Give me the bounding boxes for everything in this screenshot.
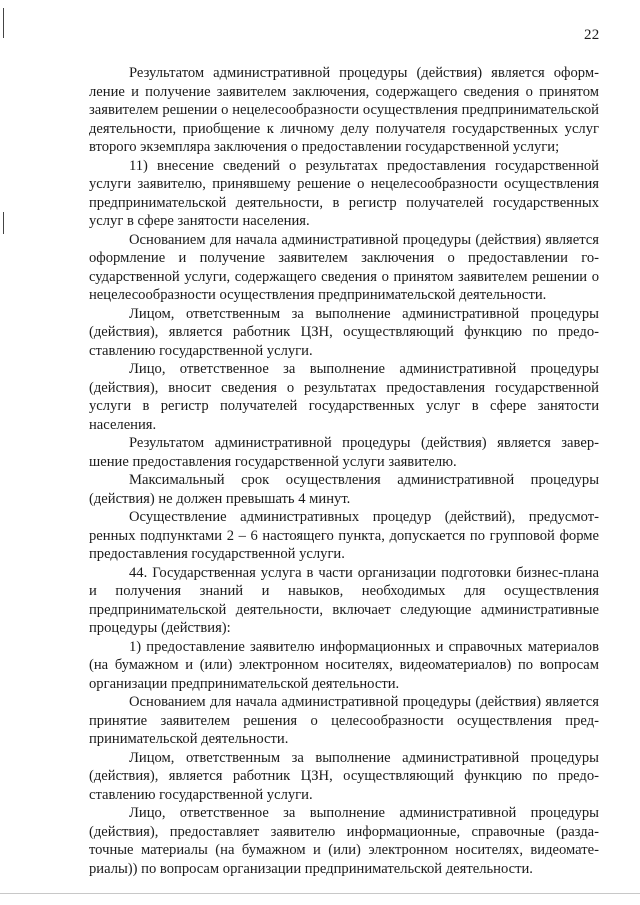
paragraph: Лицом, ответственным за выполнение административной процедуры (действия), является работник ЦЗН, осуществляющий функцию по предоставлению государственной услуги. — [89, 749, 599, 803]
paragraph: Лицо, ответственное за выполнение административной процедуры (действия), предоставляет заявителю информационные, справочные (раздаточные материалы (на бумажном и (или) электронном носителях, видеоматериалы)) по вопросам организации предпринимательской деятельности. — [89, 805, 599, 877]
paragraph: Осуществление административных процедур (действий), предусмотренных подпунктами 2 – 6 настоящего пункта, допускается по групповой форме предоставления государственной услуги. — [89, 509, 599, 562]
paragraph: 11) внесение сведений о результатах предоставления государственной услуги заявителю, принявшему решение о нецелесообразности осуществления предпринимательской деятельности, в регистр получателей государственных услуг в сфере занятости населения. — [89, 157, 599, 229]
left-edge-mark-middle — [3, 212, 4, 234]
paragraph: Результатом административной процедуры (действия) является оформление и получение заявителем заключения, содержащего сведения о принятом заявителем решении о нецелесообразности осуществления предпринимательской деятельности, приобщение к личному делу получателя государственных услуг второго экземпляра заключения о предоставлении государственной услуги; — [89, 65, 599, 155]
paragraph: Основанием для начала административной процедуры (действия) является оформление и получение заявителем заключения о предоставлении государственной услуги, содержащего сведения о принятом заявителем решении о нецелесообразности осуществления предпринимательской деятельности. — [89, 231, 599, 303]
scan-bottom-edge — [0, 893, 640, 894]
paragraph: 44. Государственная услуга в части организации подготовки бизнес-плана и получения знаний и навыков, необходимых для осуществления предпринимательской деятельности, включает следующие административные процедуры (действия): — [89, 564, 599, 636]
paragraph: Основанием для начала административной процедуры (действия) является принятие заявителем решения о целесообразности осуществления предпринимательской деятельности. — [89, 694, 599, 747]
paragraph: Результатом административной процедуры (действия) является завершение предоставления государственной услуги заявителю. — [89, 435, 599, 470]
page-number: 22 — [584, 27, 600, 43]
document-body — [89, 64, 599, 878]
left-edge-mark-top — [3, 8, 4, 38]
paragraph: Лицом, ответственным за выполнение административной процедуры (действия), является работник ЦЗН, осуществляющий функцию по предоставлению государственной услуги. — [89, 305, 599, 359]
paragraph: Максимальный срок осуществления административной процедуры (действия) не должен превышать 4 минут. — [89, 472, 599, 507]
paragraph: Лицо, ответственное за выполнение административной процедуры (действия), вносит сведения о результатах предоставления государственной услуги в регистр получателей государственных услуг в сфере занятости населения. — [89, 361, 599, 433]
paragraph: 1) предоставление заявителю информационных и справочных материалов (на бумажном и (или) электронном носителях, видеоматериалов) по вопросам организации предпринимательской деятельности. — [89, 638, 599, 692]
